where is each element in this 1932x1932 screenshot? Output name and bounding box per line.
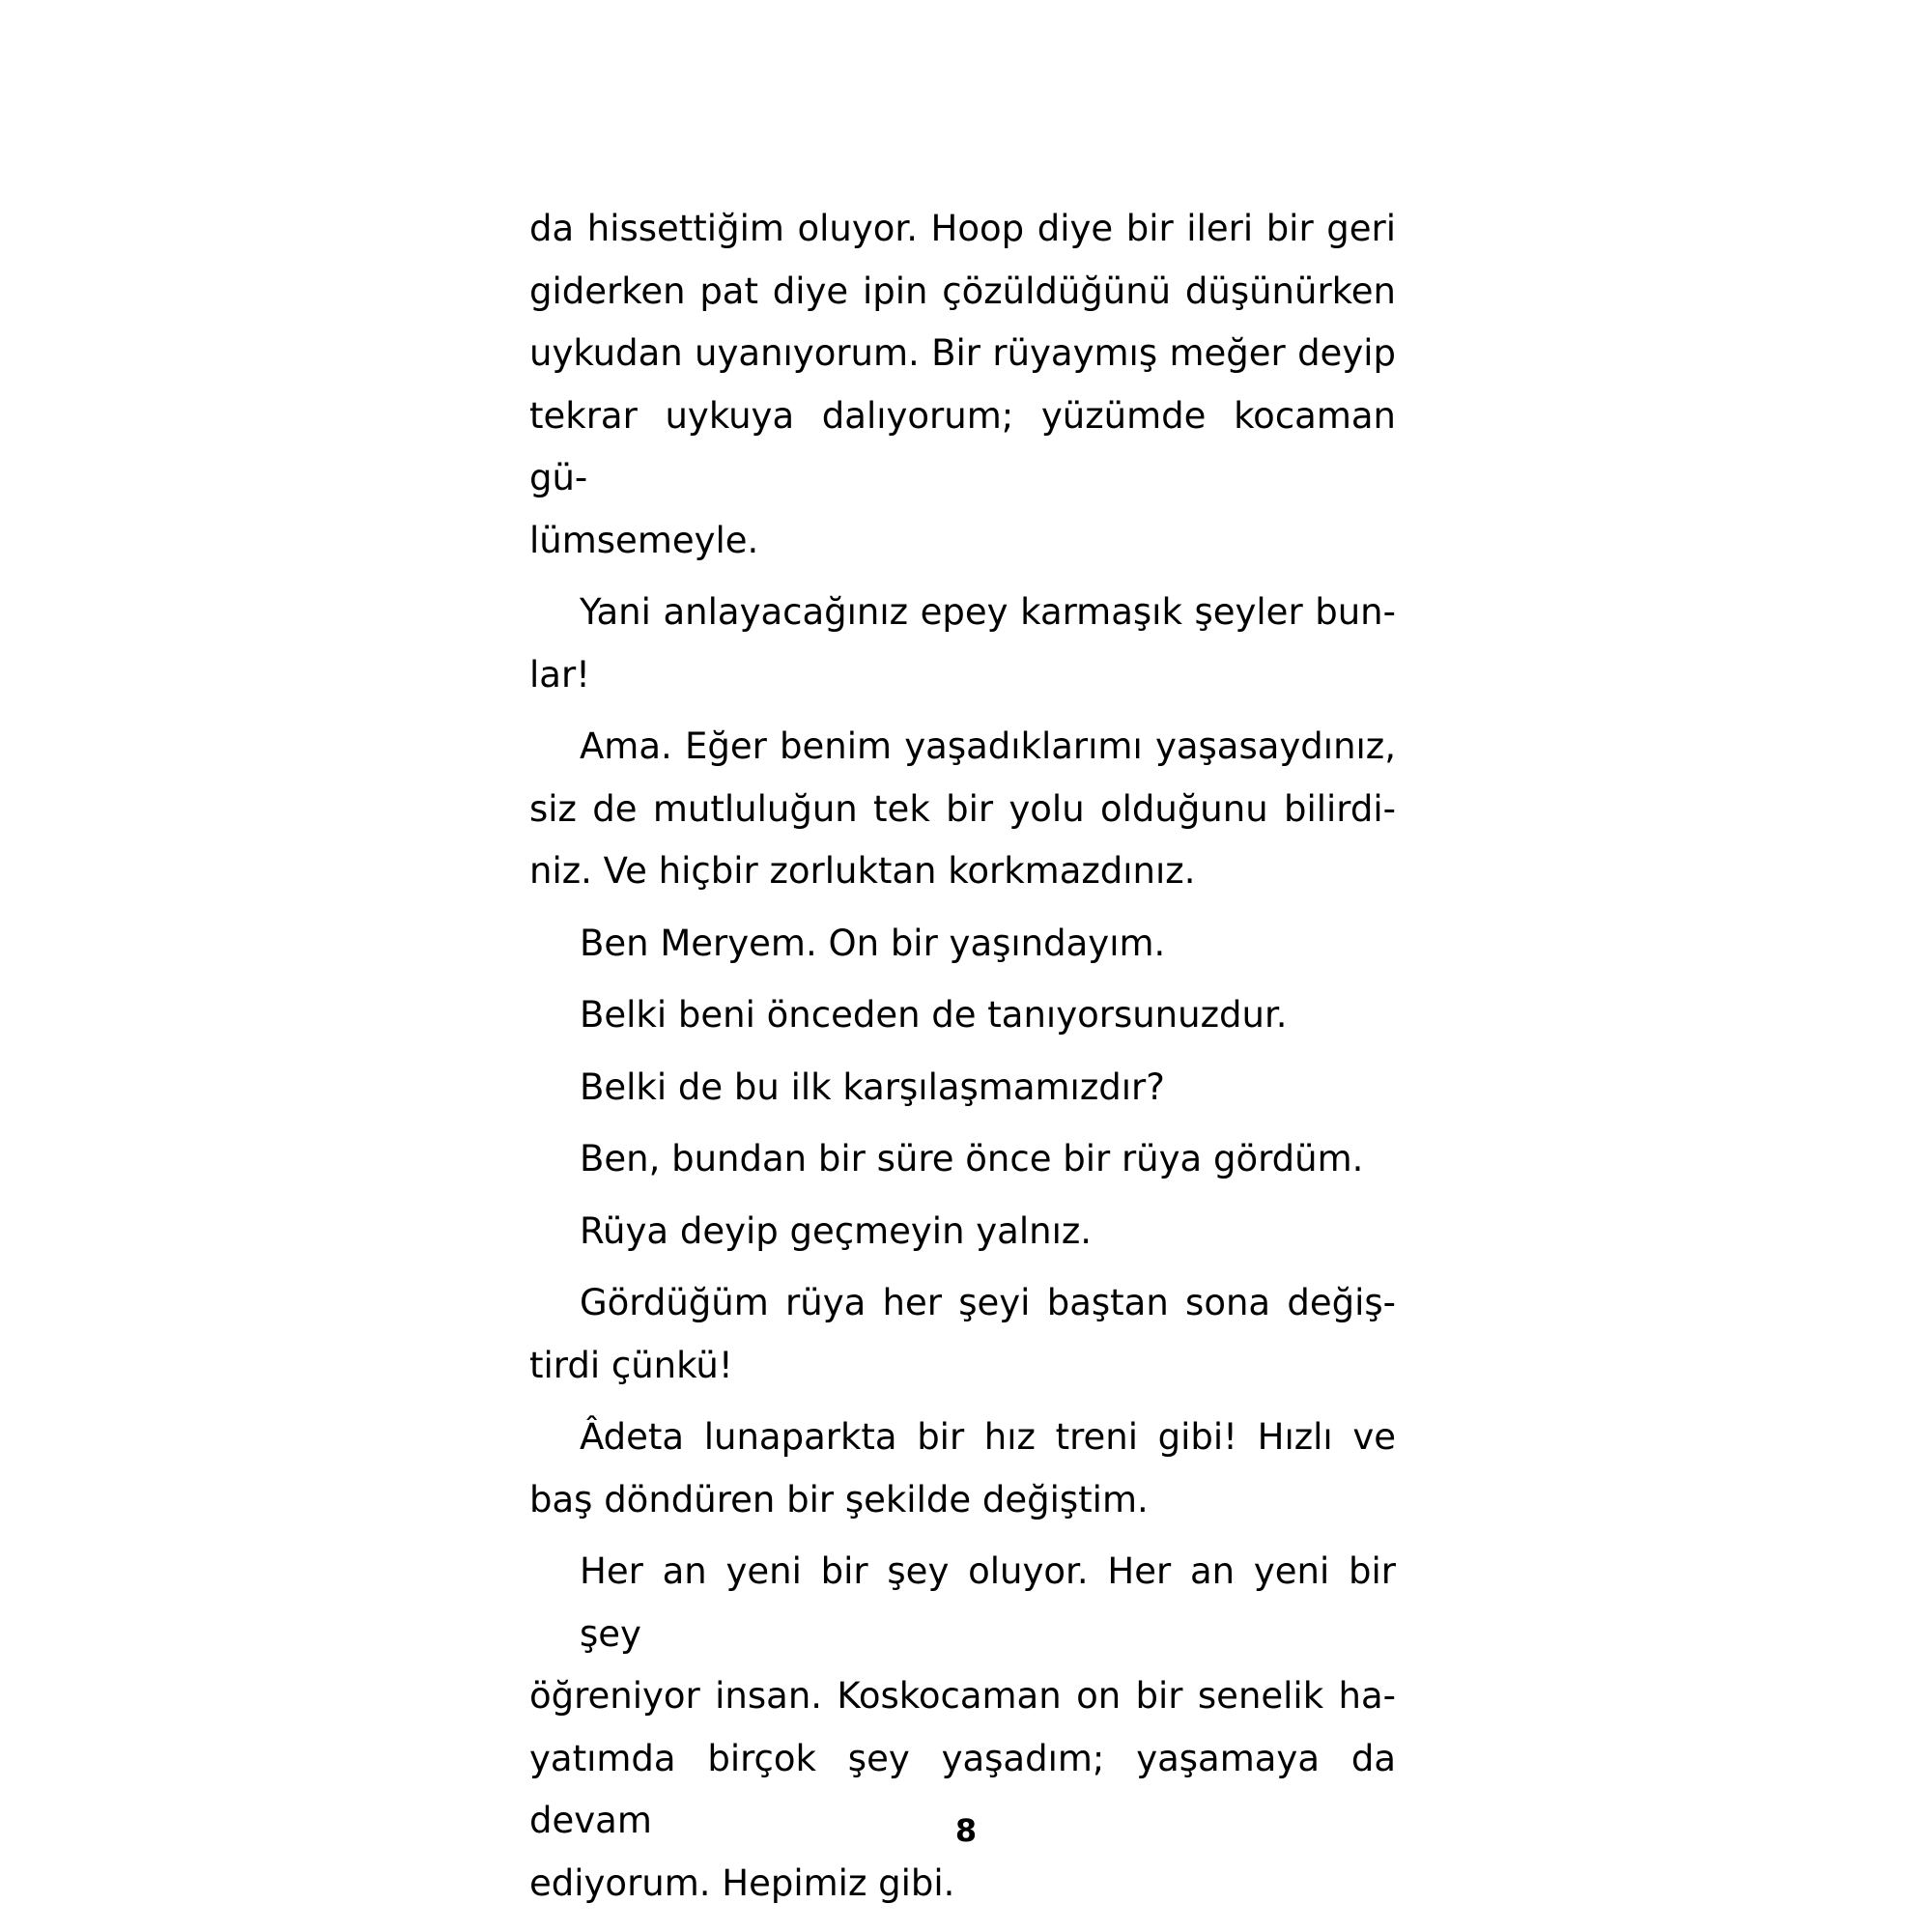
paragraph (529, 198, 1396, 572)
text-line: tekrar uykuya dalıyorum; yüzümde kocaman gü- (529, 394, 1396, 498)
paragraph (529, 1057, 1396, 1120)
paragraph (529, 582, 1396, 706)
body-text (529, 198, 1396, 1924)
paragraph (529, 1272, 1396, 1397)
text-line: ediyorum. Hepimiz gibi. (529, 1861, 955, 1904)
page-number: 8 (954, 1812, 978, 1849)
text-line: Rüya deyip geçmeyin yalnız. (580, 1209, 1093, 1252)
text-line: uykudan uyanıyorum. Bir rüyaymış meğer deyip (529, 332, 1396, 374)
text-line: baş döndüren bir şekilde değiştim. (529, 1478, 1149, 1520)
text-line: Yani anlayacağınız epey karmaşık şeyler bun- (580, 591, 1396, 633)
paragraph (529, 984, 1396, 1047)
text-line: da hissettiğim oluyor. Hoop diye bir ileri bir geri (529, 208, 1396, 249)
text-line: Belki de bu ilk karşılaşmamızdır? (580, 1065, 1165, 1108)
text-line: Belki beni önceden de tanıyorsunuzdur. (580, 994, 1288, 1036)
text-line: Ama. Eğer benim yaşadıklarımı yaşasaydınız, (580, 725, 1396, 767)
text-line: tirdi çünkü! (529, 1344, 733, 1386)
paragraph (529, 1541, 1396, 1915)
text-line: yatımda birçok şey yaşadım; yaşamaya da devam (529, 1737, 1396, 1841)
text-line: siz de mutluluğun tek bir yolu olduğunu bilirdi- (529, 787, 1396, 830)
text-line: lar! (529, 653, 590, 696)
paragraph (529, 1201, 1396, 1264)
text-line: Âdeta lunaparkta bir hız treni gibi! Hızlı ve (580, 1416, 1396, 1458)
text-line: Her an yeni bir şey oluyor. Her an yeni bir şey (580, 1550, 1396, 1655)
paragraph (529, 913, 1396, 976)
paragraph (529, 1406, 1396, 1531)
text-line: lümsemeyle. (529, 519, 759, 561)
text-line: Ben, bundan bir süre önce bir rüya gördüm. (580, 1138, 1364, 1179)
text-line: Gördüğüm rüya her şeyi baştan sona değiş- (580, 1282, 1396, 1323)
paragraph (529, 1128, 1396, 1191)
text-line: öğreniyor insan. Koskocaman on bir senelik ha- (529, 1675, 1396, 1717)
text-line: niz. Ve hiçbir zorluktan korkmazdınız. (529, 850, 1196, 892)
text-line: giderken pat diye ipin çözüldüğünü düşünürken (529, 270, 1396, 312)
text-line: Ben Meryem. On bir yaşındayım. (580, 922, 1166, 964)
paragraph (529, 716, 1396, 903)
